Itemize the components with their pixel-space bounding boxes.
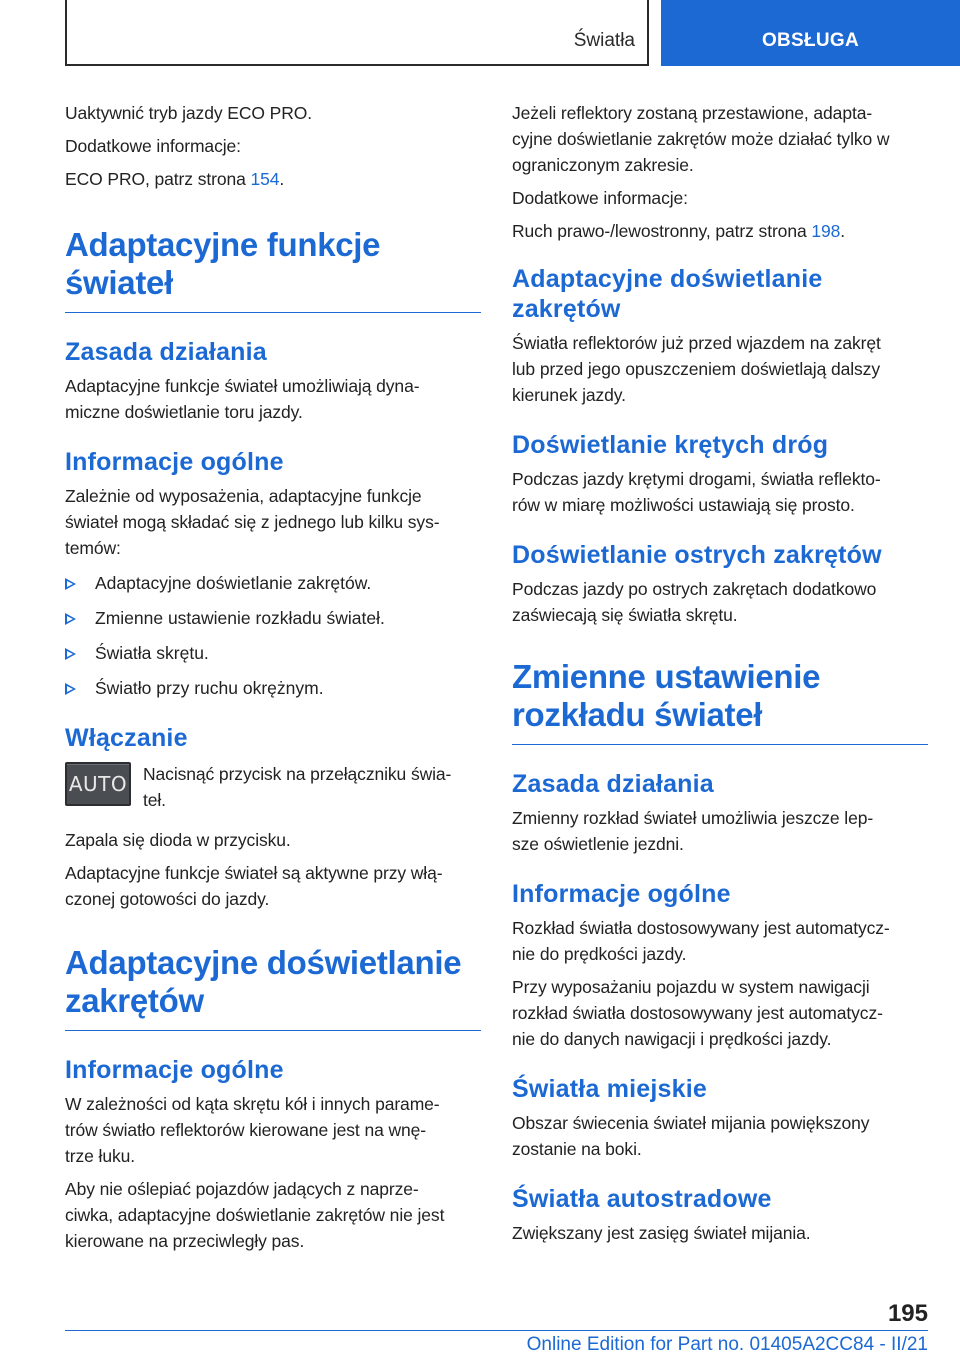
text-line: Zależnie od wyposażenia, adaptacyjne funkcje [65, 486, 422, 506]
text-line: kierowane na przeciwległy pas. [65, 1231, 305, 1251]
subsection-heading: Informacje ogólne [512, 880, 731, 908]
paragraph [512, 915, 928, 967]
text-line: ciwka, adaptacyjne doświetlanie zakrętów nie jest [65, 1205, 445, 1225]
text-line: Rozkład światła dostosowywany jest automatycz- [512, 918, 890, 938]
subsection-heading: Doświetlanie ostrych zakrętów [512, 541, 882, 569]
subsection-heading: Zasada działania [65, 338, 267, 366]
heading-line: Adaptacyjne doświetlanie [512, 265, 823, 293]
text-line: Adaptacyjne funkcje świateł umożliwiają dyna- [65, 376, 420, 396]
subsection-heading: Informacje ogólne [65, 1056, 284, 1084]
text-line: rozkład światła dostosowywany jest automatycz- [512, 1003, 883, 1023]
paragraph [512, 805, 928, 857]
paragraph-end: . [279, 169, 285, 189]
text-line: Przy wyposażaniu pojazdu w system nawigacji [512, 977, 870, 997]
list-item-text: Światło przy ruchu okrężnym. [95, 678, 324, 698]
right-column [512, 100, 928, 1246]
text-line: ograniczonym zakresie. [512, 155, 694, 175]
text-line: trów światło reflektorów kierowane jest na wnę- [65, 1120, 427, 1140]
footer-rule [65, 1330, 928, 1331]
list-item [65, 570, 481, 596]
paragraph [512, 100, 928, 178]
subsection-heading: Zasada działania [512, 770, 714, 798]
text-line: Podczas jazdy krętymi drogami, światła reflekto- [512, 469, 881, 489]
heading-line: Adaptacyjne funkcje [65, 226, 381, 263]
subsection-heading: Światła miejskie [512, 1075, 707, 1103]
heading-line: zakrętów [512, 295, 621, 323]
paragraph-with-link [512, 218, 928, 244]
paragraph [512, 330, 928, 408]
text-line: Nacisnąć przycisk na przełączniku świa- [143, 764, 452, 784]
edition-footer: Online Edition for Part no. 01405A2CC84 - II/21 [526, 1334, 928, 1355]
page-link[interactable]: 198 [811, 221, 841, 241]
triangle-bullet-icon [65, 578, 76, 590]
paragraph [65, 860, 481, 912]
paragraph [512, 576, 928, 628]
paragraph [65, 373, 481, 425]
text-line: zaświecają się światła skrętu. [512, 605, 738, 625]
subsection-heading: Informacje ogólne [65, 448, 284, 476]
section-heading [65, 226, 481, 302]
paragraph [65, 1176, 481, 1254]
section-title: Światła [573, 30, 635, 51]
list-item [65, 675, 481, 701]
auto-button-icon [65, 762, 131, 806]
text-line: trze łuku. [65, 1146, 135, 1166]
paragraph [512, 1110, 928, 1162]
page-number: 195 [887, 1300, 928, 1327]
text-line: Obszar świecenia świateł mijania powiększony [512, 1113, 870, 1133]
text-line: nie do prędkości jazdy. [512, 944, 687, 964]
triangle-bullet-icon [65, 648, 76, 660]
subsection-heading [512, 264, 928, 324]
paragraph: Dodatkowe informacje: [512, 188, 688, 208]
list-item-text: Zmienne ustawienie rozkładu świateł. [95, 608, 385, 628]
text-line: miczne doświetlanie toru jazdy. [65, 402, 303, 422]
text-line: sze oświetlenie jezdni. [512, 834, 684, 854]
list-item-text: Adaptacyjne doświetlanie zakrętów. [95, 573, 372, 593]
text-line: Adaptacyjne funkcje świateł są aktywne przy włą- [65, 863, 443, 883]
heading-line: zakrętów [65, 982, 204, 1019]
text-line: nie do danych nawigacji i prędkości jazdy. [512, 1029, 832, 1049]
list-item [65, 605, 481, 631]
text-line: Światła reflektorów już przed wjazdem na zakręt [512, 333, 881, 353]
text-line: czonej gotowości do jazdy. [65, 889, 270, 909]
text-line: świateł mogą składać się z jednego lub kilku sys- [65, 512, 440, 532]
chapter-tab[interactable] [661, 0, 960, 66]
text-line: temów: [65, 538, 121, 558]
paragraph: Zwiększany jest zasięg świateł mijania. [512, 1223, 811, 1243]
text-line: teł. [143, 790, 166, 810]
paragraph-text: ECO PRO, patrz strona [65, 169, 251, 189]
paragraph [65, 1091, 481, 1169]
text-line: Jeżeli reflektory zostaną przestawione, adapta- [512, 103, 873, 123]
paragraph: Dodatkowe informacje: [65, 136, 241, 156]
section-heading [65, 944, 481, 1020]
text-line: Zmienny rozkład świateł umożliwia jeszcze lep- [512, 808, 874, 828]
paragraph [143, 761, 451, 813]
paragraph [512, 974, 928, 1052]
subsection-heading: Doświetlanie krętych dróg [512, 431, 829, 459]
subsection-heading: Światła autostradowe [512, 1185, 772, 1213]
paragraph: Zapala się dioda w przycisku. [65, 830, 291, 850]
bullet-list [65, 570, 481, 701]
text-line: kierunek jazdy. [512, 385, 626, 405]
paragraph-with-link [65, 166, 481, 192]
heading-line: rozkładu świateł [512, 696, 763, 733]
text-line: Podczas jazdy po ostrych zakrętach dodatkowo [512, 579, 877, 599]
header-box [65, 0, 649, 66]
text-line: Aby nie oślepiać pojazdów jadących z naprze- [65, 1179, 419, 1199]
page-link[interactable]: 154 [250, 169, 280, 189]
text-line: W zależności od kąta skrętu kół i innych parame- [65, 1094, 440, 1114]
triangle-bullet-icon [65, 683, 76, 695]
heading-line: Zmienne ustawienie [512, 658, 821, 695]
text-line: lub przed jego opuszczeniem doświetlają dalszy [512, 359, 880, 379]
triangle-bullet-icon [65, 613, 76, 625]
paragraph-end: . [840, 221, 846, 241]
section-heading [512, 658, 928, 734]
subsection-heading: Włączanie [65, 724, 188, 752]
paragraph [65, 483, 481, 561]
left-column [65, 100, 481, 1254]
paragraph: Uaktywnić tryb jazdy ECO PRO. [65, 103, 313, 123]
list-item [65, 640, 481, 666]
paragraph [512, 466, 928, 518]
list-item-text: Światła skrętu. [95, 643, 209, 663]
text-line: rów w miarę możliwości ustawiają się prosto. [512, 495, 855, 515]
heading-line: Adaptacyjne doświetlanie [65, 944, 462, 981]
heading-line: świateł [65, 264, 173, 301]
auto-instruction [65, 761, 481, 813]
chapter-tab-label: OBSŁUGA [761, 30, 860, 51]
auto-button-label: AUTO [68, 772, 128, 796]
text-line: cyjne doświetlanie zakrętów może działać tylko w [512, 129, 890, 149]
paragraph-text: Ruch prawo-/lewostronny, patrz strona [512, 221, 812, 241]
text-line: zostanie na boki. [512, 1139, 642, 1159]
